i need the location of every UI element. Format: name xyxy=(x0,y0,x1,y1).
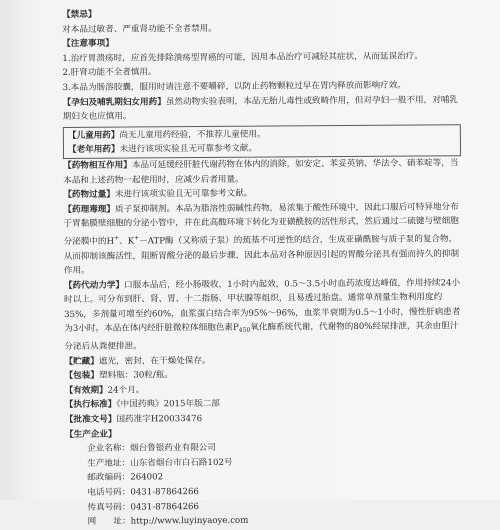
storage-text: 遮光，密封，在干燥处保存。 xyxy=(98,355,211,367)
standard-text: 《中国药典》2015年版二部 xyxy=(116,399,220,411)
contraindications-heading: 【禁忌】 xyxy=(62,9,97,20)
pharmacology-text-3: －ATP酶（又称质子泵）的巯基不可逆性的结合，生成亚磺酰胺与质子泵的复合物，从而抑制该酶活性，阻断胃酸分泌的最后步骤，因此本品对各种原因引起的胃酸分泌具有强而持久的抑制作用。 xyxy=(63,234,460,277)
pregnancy-heading: 【孕妇及哺乳期妇女用药】 xyxy=(62,96,166,108)
precautions-heading: 【注意事项】 xyxy=(62,38,114,50)
overdose-heading: 【药物过量】 xyxy=(63,189,115,201)
pediatric-elderly-box xyxy=(63,124,461,159)
pharmacology-section xyxy=(63,200,462,279)
storage-heading: 【贮藏】 xyxy=(64,356,99,367)
pharmacokinetics-section xyxy=(64,276,463,355)
packaging-heading: 【包装】 xyxy=(64,371,99,382)
pharmacokinetics-heading: 【药代动力学】 xyxy=(63,280,125,291)
elderly-section xyxy=(68,141,460,158)
validity-heading: 【有效期】 xyxy=(64,385,108,396)
insert-content xyxy=(62,5,464,530)
precaution-item-2: 2.肝肾功能不全者慎用。 xyxy=(62,67,157,79)
pharmacology-sup-2: + xyxy=(134,234,140,242)
manufacturer-phone: 电话号码：0431-87864266 xyxy=(87,487,199,498)
pregnancy-section xyxy=(63,93,461,125)
precaution-item-1: 1.治疗胃溃疡时，应首先排除溃疡型胃癌的可能，因用本品治疗可减轻其症状，从而延误治疗。 xyxy=(62,51,423,64)
manufacturer-fax: 传真号码：0431-87864266 xyxy=(87,501,200,513)
pharmacokinetics-sub: 450 xyxy=(238,327,251,335)
elderly-text: 未进行该项实验且无可靠参考文献。 xyxy=(119,143,258,155)
pediatric-heading: 【儿童用药】 xyxy=(67,130,120,141)
contraindications-text: 对本品过敏者、严重肾功能不全者禁用。 xyxy=(62,23,217,35)
pregnancy-text: 虽然动物实验表明，本品无胎儿毒性或致畸作用，但对孕妇一般不用，对哺乳期妇女也应慎用。 xyxy=(62,94,459,123)
packaging-text: 塑料瓶：30粒/瓶。 xyxy=(98,370,173,382)
pharmacology-text-2: 、K xyxy=(119,236,135,247)
pharmacology-sup-1: + xyxy=(114,234,120,242)
pharmacokinetics-text-1: 口服本品后，经小肠吸收，1小时内起效，0.5～3.5小时血药浓度达峰值，作用持续24小时以上。可分布到肝、肾、胃、十二指肠、甲状腺等组织，且易透过胎盘。通常单剂量生物利用度约35%，多剂量可增至约60%，血浆蛋白结合率为95%～96%，血浆半衰期为0.5～1小时，慢性肝病患者为3小时。本品在体内经肝脏微粒体细胞色素P xyxy=(64,277,461,335)
manufacturer-name: 企业名称：烟台鲁银药业有限公司 xyxy=(87,443,217,455)
elderly-heading: 【老年用药】 xyxy=(67,144,120,156)
manufacturer-heading: 【生产企业】 xyxy=(64,429,117,440)
approval-text: 国药准字H20033476 xyxy=(116,414,203,425)
interactions-section xyxy=(63,156,461,188)
pharmacology-heading: 【药理毒理】 xyxy=(63,204,116,215)
pharmacokinetics-text-2: 氧化酶系统代谢，代谢物的80%经尿排泄，其余由胆汁分泌后从粪便排泄。 xyxy=(64,321,459,353)
pediatric-text: 尚无儿童用药经验，不推荐儿童使用。 xyxy=(119,129,266,141)
interactions-text: 本品可延缓经肝脏代谢药物在体内的消除，如安定、苯妥英钠、华法令、硝苯啶等，当本品和上述药物一起使用时，应减少后者用量。 xyxy=(63,158,459,186)
manufacturer-address: 生产地址：山东省烟台市白石路102号 xyxy=(87,457,233,469)
precaution-item-3: 3.本品为肠溶胶囊，服用时请注意不要嚼碎，以防止药物颗粒过早在胃内释放而影响疗效。 xyxy=(62,80,406,93)
standard-heading: 【执行标准】 xyxy=(64,400,117,411)
validity-text: 24个月。 xyxy=(107,385,145,396)
approval-heading: 【批准文号】 xyxy=(64,414,117,426)
manufacturer-website: 网 址：http://www.luyinyaoye.com xyxy=(87,515,249,528)
interactions-heading: 【药物相互作用】 xyxy=(63,160,132,171)
overdose-text: 未进行该项实验且无可靠参考文献。 xyxy=(114,188,253,200)
manufacturer-postcode: 邮政编码：264002 xyxy=(87,472,164,484)
pharmacology-text-1: 质子泵抑制剂。本品为脂溶性弱碱性药物，易浓集于酸性环境中，因此口服后可特异地分布于胃黏膜壁细胞的分泌小管中，并在此高酸环境下转化为亚磺酰胺的活性形式，然后通过二硫键与壁细胞分泌膜中的H xyxy=(63,201,459,247)
